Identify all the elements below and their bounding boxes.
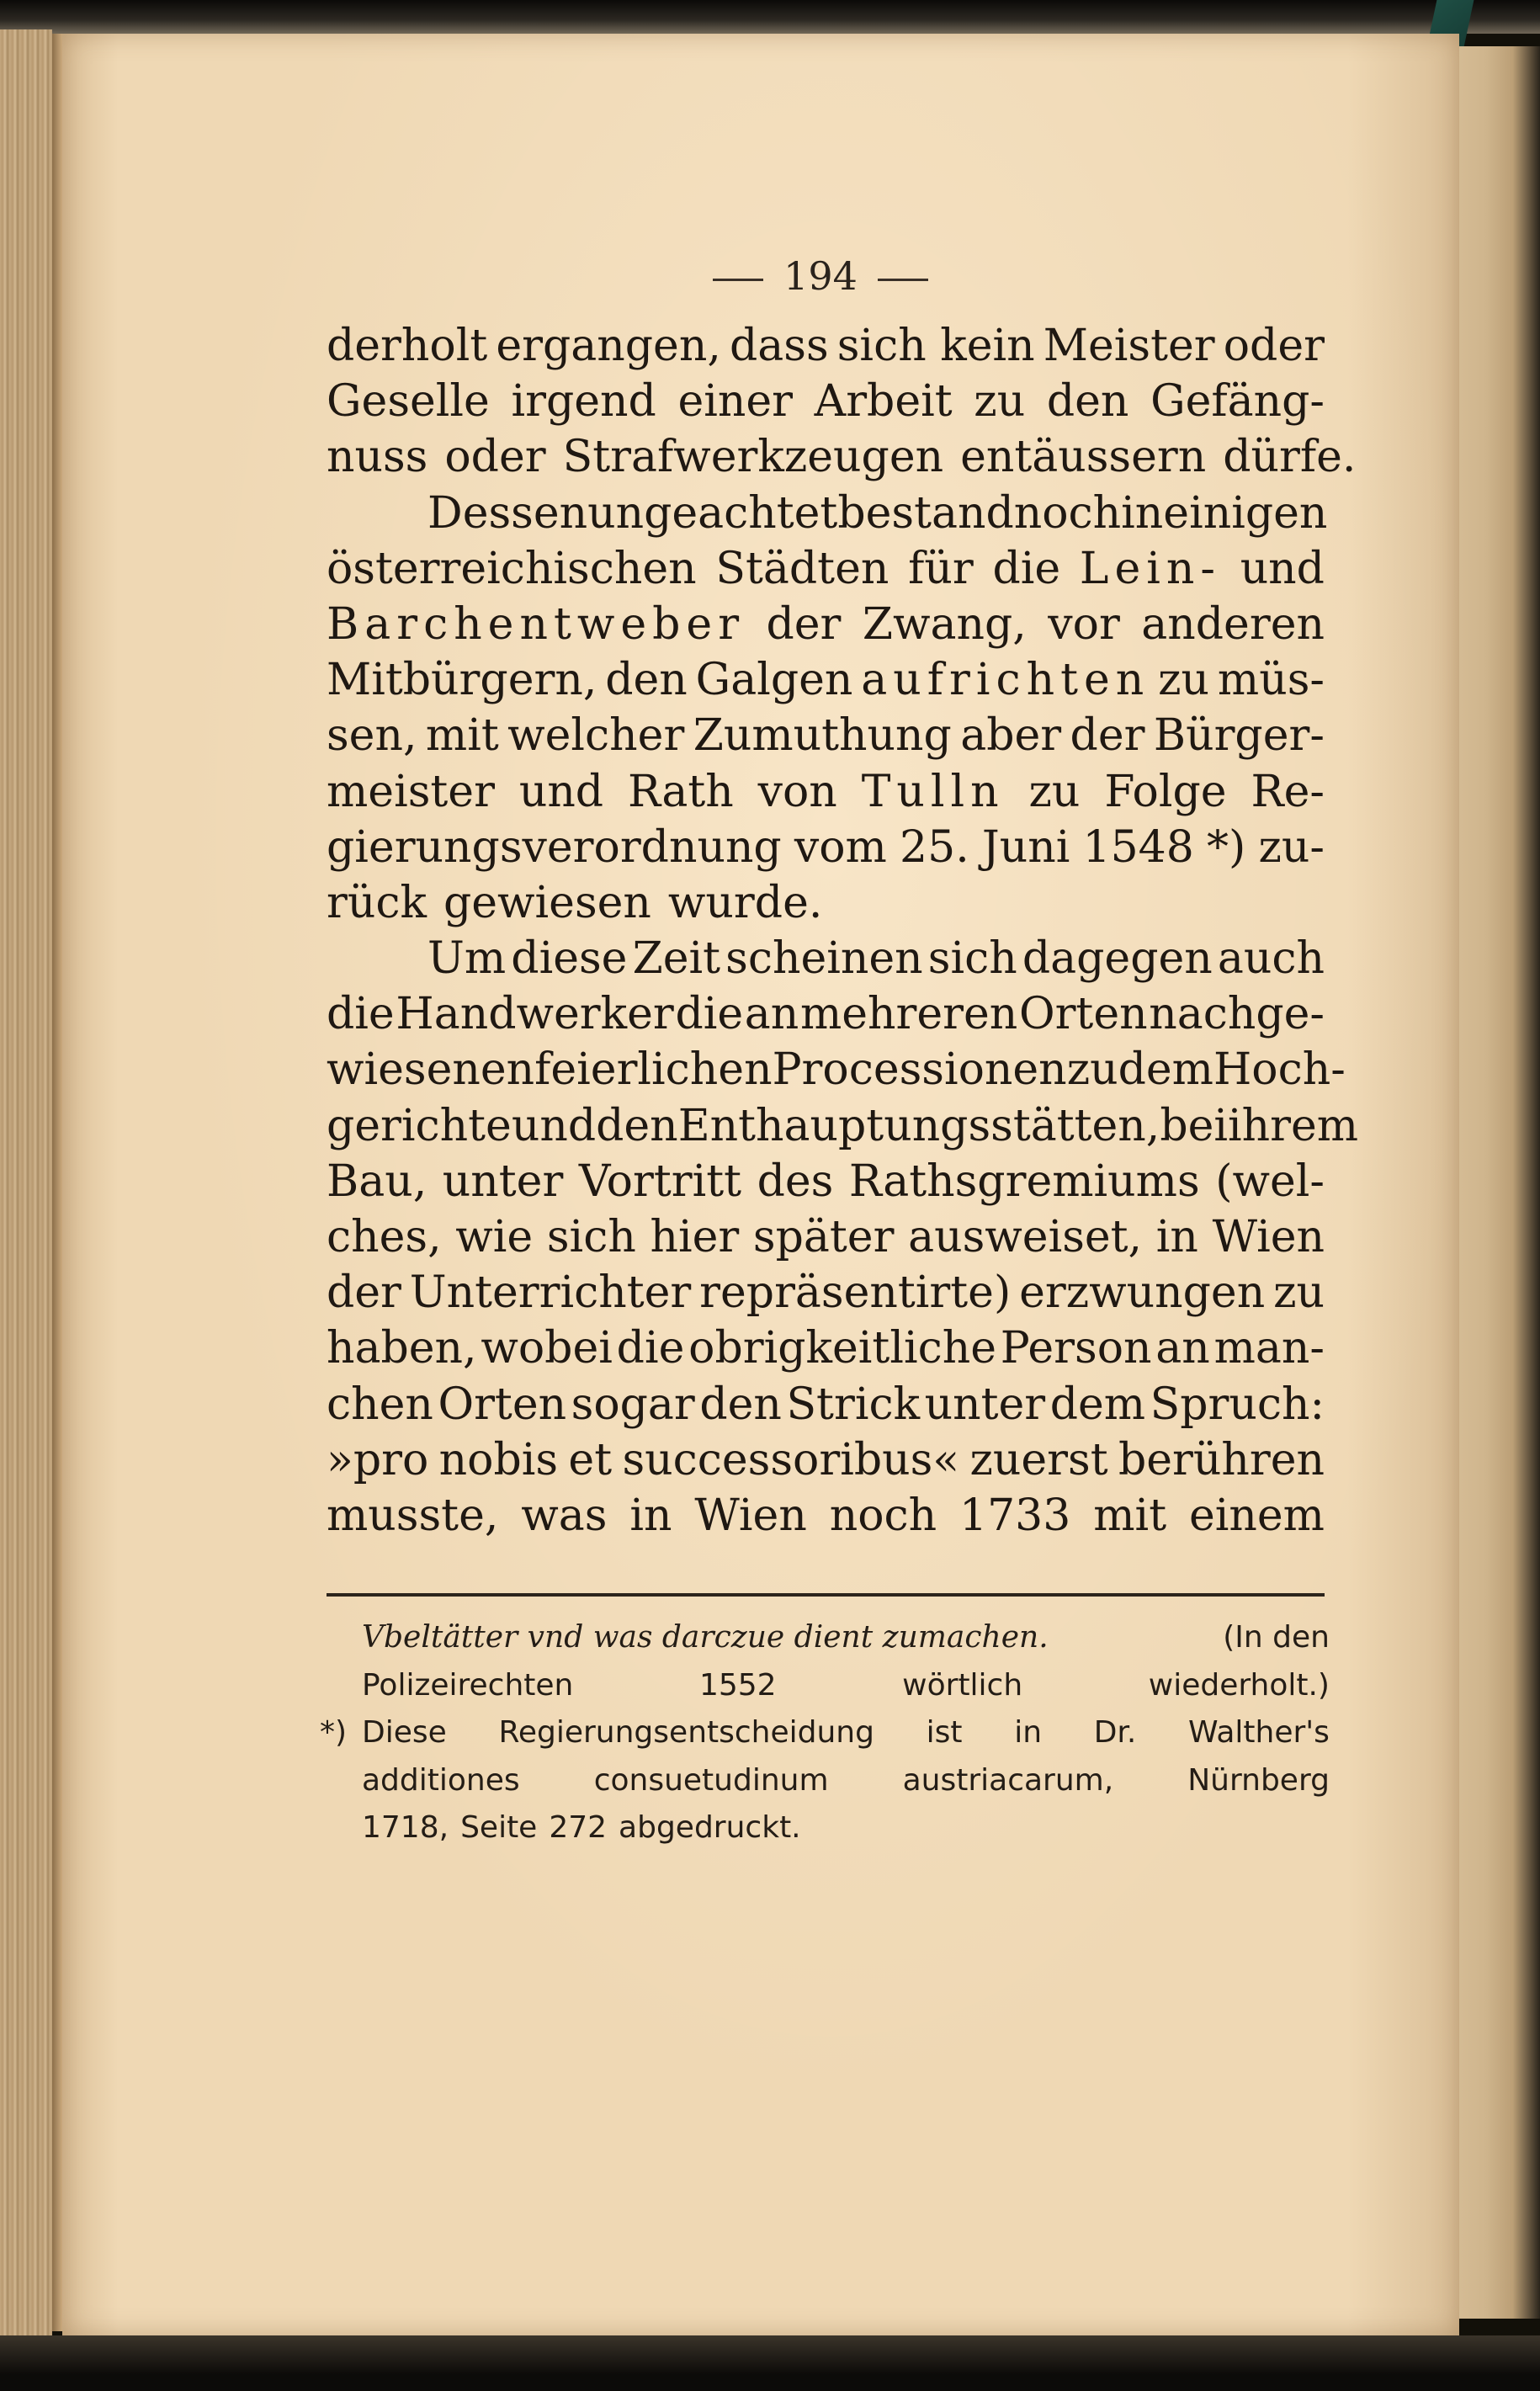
footnote-word: Nürnberg	[1187, 1762, 1330, 1798]
text-line	[327, 1320, 1325, 1376]
footnote-line-2	[362, 1757, 1330, 1805]
word: gierungsverordnung	[327, 821, 782, 873]
word: gewiesen	[443, 877, 651, 928]
word: Arbeit	[814, 376, 953, 428]
word: welcher	[507, 710, 685, 762]
footnote-continuation-line-2	[362, 1662, 1330, 1710]
word: die	[327, 989, 395, 1040]
text-line	[327, 374, 1325, 429]
word: hier	[650, 1212, 740, 1262]
footnote-line-3	[362, 1804, 1330, 1852]
text-line	[327, 1432, 1325, 1488]
word: 25.	[900, 821, 969, 873]
word: ausweiset,	[908, 1212, 1143, 1262]
footnote-word: wiederholt.)	[1148, 1667, 1330, 1703]
word: den	[605, 655, 688, 706]
text-line	[327, 486, 1328, 541]
word: musste,	[327, 1490, 499, 1541]
head-dash-right	[878, 279, 928, 281]
word: 1733	[959, 1490, 1071, 1541]
word: von	[757, 766, 837, 817]
text-line	[327, 1377, 1325, 1432]
text-line	[327, 931, 1325, 986]
text-line	[327, 1209, 1325, 1265]
word: anderen	[1141, 598, 1325, 650]
page-number: 194	[783, 253, 858, 299]
text-line	[327, 1042, 1346, 1097]
word: Um	[427, 933, 507, 985]
word: ergangen,	[496, 321, 721, 371]
word: Rath	[628, 766, 734, 817]
word: Geselle	[327, 376, 490, 428]
footnote-word: wörtlich	[902, 1667, 1023, 1703]
word: ihrem	[1228, 1100, 1359, 1151]
word: einem	[1188, 1490, 1325, 1541]
word: zu	[1273, 1267, 1325, 1319]
word: Mitbürgern,	[327, 655, 597, 706]
text-line	[327, 597, 1325, 652]
word: (wel-	[1215, 1156, 1325, 1207]
head-dash-left	[713, 279, 763, 281]
footnote-word: austriacarum,	[902, 1762, 1114, 1798]
footnote-word: 272	[549, 1810, 608, 1845]
word: et	[568, 1434, 613, 1485]
word: oder	[444, 432, 546, 483]
word: rück	[327, 877, 427, 928]
word: diese	[511, 933, 628, 985]
word: erzwungen	[1019, 1267, 1266, 1319]
word: obrigkeitliche	[688, 1323, 996, 1374]
word: Dessenungeachtet	[427, 487, 838, 539]
word: einer	[677, 376, 793, 428]
word: Unterrichter	[409, 1267, 692, 1319]
word: zu	[1066, 1044, 1118, 1096]
word: Lein-	[1079, 543, 1221, 594]
word: in	[1121, 487, 1164, 539]
word: nachge-	[1149, 989, 1325, 1040]
word: später	[752, 1212, 895, 1262]
word: Orten	[1018, 989, 1148, 1040]
word: Galgen	[695, 655, 853, 706]
scan-bottom-border	[0, 2335, 1540, 2391]
footnote-word: Regierungsentscheidung	[498, 1715, 874, 1750]
book-page-edges-right	[1449, 46, 1540, 2319]
footnote-quoted-title: Vbeltätter vnd was darczue dient zumachen.	[362, 1620, 1049, 1655]
text-line	[327, 541, 1325, 597]
word: ches,	[327, 1212, 442, 1262]
word: zu	[974, 376, 1026, 428]
footnote-word: Dr.	[1093, 1715, 1137, 1750]
word: unter	[442, 1156, 564, 1207]
word: österreichischen	[327, 543, 697, 594]
word: nobis	[438, 1434, 559, 1485]
text-line	[327, 820, 1325, 875]
footnote-rule	[327, 1593, 1325, 1597]
text-line	[327, 1098, 1359, 1154]
word: an	[1155, 1323, 1210, 1374]
footnote-word: Polizeirechten	[362, 1667, 574, 1703]
word: irgend	[511, 376, 656, 428]
word: dagegen	[1022, 933, 1213, 985]
word: die	[616, 1323, 685, 1374]
word: was	[521, 1490, 608, 1541]
word: scheinen	[725, 933, 923, 985]
word: Wien	[694, 1490, 807, 1541]
text-line	[327, 875, 1325, 931]
word: Folge	[1104, 766, 1227, 817]
word: zu	[1028, 766, 1081, 817]
word: zuerst	[969, 1434, 1108, 1485]
text-line	[327, 986, 1325, 1042]
running-head	[640, 251, 1001, 301]
word: derholt	[327, 321, 488, 371]
word: repräsentirte)	[699, 1267, 1012, 1319]
word: müs-	[1217, 655, 1325, 706]
word: Tulln	[861, 766, 1005, 817]
word: mehreren	[799, 989, 1018, 1040]
word: Enthauptungsstätten,	[677, 1100, 1160, 1151]
word: Städten	[715, 543, 889, 594]
word: entäussern	[960, 432, 1207, 483]
word: dass	[729, 321, 829, 371]
text-line	[327, 1265, 1325, 1320]
footnote-word: 1718,	[362, 1810, 449, 1845]
word: Orten	[438, 1379, 567, 1430]
word: dem	[1118, 1044, 1213, 1096]
word: oder	[1223, 321, 1325, 371]
footnote-word: consuetudinum	[593, 1762, 829, 1798]
word: der	[1070, 710, 1145, 762]
word: *)	[1207, 821, 1246, 873]
word: Hoch-	[1213, 1044, 1346, 1096]
word: wobei	[481, 1323, 613, 1374]
word: für	[908, 543, 974, 594]
word: die	[992, 543, 1061, 594]
word: den	[596, 1100, 678, 1151]
word: der	[327, 1267, 401, 1319]
word: einigen	[1163, 487, 1328, 539]
word: sich kein	[836, 321, 1035, 371]
word: mit	[425, 710, 499, 762]
word: auch	[1217, 933, 1325, 985]
word: den	[1046, 376, 1129, 428]
word: Rathsgremiums	[848, 1156, 1200, 1207]
word: dürfe.	[1223, 432, 1357, 483]
word: den	[699, 1379, 782, 1430]
body-text	[327, 318, 1359, 1544]
word: man-	[1213, 1323, 1325, 1374]
footnote-word: ist	[926, 1715, 963, 1750]
book-page-edges-left	[0, 29, 52, 2340]
word: nuss	[327, 432, 428, 483]
word: feierlichen	[534, 1044, 773, 1096]
word: chen	[327, 1379, 433, 1430]
word: Barchentweber	[327, 598, 746, 650]
text-line	[327, 1154, 1325, 1209]
word: und	[1240, 543, 1325, 594]
word: mit	[1093, 1490, 1167, 1541]
word: aufrichten	[861, 655, 1150, 706]
word: zu	[1158, 655, 1210, 706]
book-gutter	[52, 34, 62, 2331]
text-line	[327, 429, 1357, 485]
word: Bau,	[327, 1156, 427, 1207]
word: in	[629, 1490, 672, 1541]
word: Zwang,	[862, 598, 1027, 650]
footnotes	[320, 1614, 1330, 1852]
word: Zumuthung	[693, 710, 952, 762]
word: wiesenen	[327, 1044, 535, 1096]
word: Gefäng-	[1150, 376, 1325, 428]
word: und	[511, 1100, 597, 1151]
scan-top-border	[0, 0, 1540, 34]
word: sich	[927, 933, 1017, 985]
footnote-text: (In den	[1223, 1620, 1330, 1655]
word: und	[518, 766, 604, 817]
text-line	[327, 1488, 1325, 1544]
word: gerichte	[327, 1100, 512, 1151]
word: vor	[1048, 598, 1120, 650]
word: Zeit	[632, 933, 721, 985]
footnote-continuation-line-1	[362, 1614, 1330, 1662]
word: Strick	[786, 1379, 921, 1430]
word: Strafwerkzeugen	[562, 432, 944, 483]
word: bei	[1160, 1100, 1229, 1151]
word: successoribus«	[622, 1434, 960, 1485]
word: aber	[960, 710, 1062, 762]
word: Wien	[1212, 1212, 1325, 1262]
word: Person	[1000, 1323, 1152, 1374]
footnote-line-1	[362, 1709, 1330, 1757]
word: Processionen	[772, 1044, 1067, 1096]
word: meister	[327, 766, 495, 817]
word: Spruch:	[1150, 1379, 1325, 1430]
footnote-word: in	[1014, 1715, 1043, 1750]
footnote-word: Diese	[362, 1715, 447, 1750]
word: Vortritt	[578, 1156, 741, 1207]
word: Bürger-	[1153, 710, 1325, 762]
footnote-word: Seite	[460, 1810, 538, 1845]
word: an	[744, 989, 799, 1040]
footnote-word: Walther's	[1188, 1715, 1330, 1750]
word: der	[766, 598, 842, 650]
word: wie	[455, 1212, 534, 1262]
footnote-star	[320, 1709, 1330, 1852]
word: die	[675, 989, 744, 1040]
word: Re-	[1251, 766, 1325, 817]
word: bestand	[837, 487, 1014, 539]
word: vom	[794, 821, 887, 873]
word: »pro	[327, 1434, 429, 1485]
word: wurde.	[667, 877, 823, 928]
word: 1548	[1082, 821, 1194, 873]
word: Meister	[1043, 321, 1215, 371]
word: dem	[1049, 1379, 1146, 1430]
word: noch	[1013, 487, 1122, 539]
word: Juni	[981, 821, 1070, 873]
word: des	[757, 1156, 834, 1207]
word: sogar	[571, 1379, 695, 1430]
word: in	[1155, 1212, 1198, 1262]
word: sen,	[327, 710, 417, 762]
footnote-word: abgedruckt.	[619, 1810, 801, 1845]
word: noch	[829, 1490, 937, 1541]
text-line	[327, 764, 1325, 820]
word: zu-	[1258, 821, 1325, 873]
word: berühren	[1118, 1434, 1325, 1485]
word: sich	[546, 1212, 636, 1262]
footnote-word: additiones	[362, 1762, 520, 1798]
footnote-word: 1552	[698, 1667, 777, 1703]
footnote-marker: *)	[320, 1715, 348, 1750]
word: Handwerker	[396, 989, 674, 1040]
word: haben,	[327, 1323, 477, 1374]
text-line	[327, 318, 1325, 374]
word: unter	[924, 1379, 1046, 1430]
text-line	[327, 708, 1325, 763]
text-line	[327, 652, 1325, 708]
